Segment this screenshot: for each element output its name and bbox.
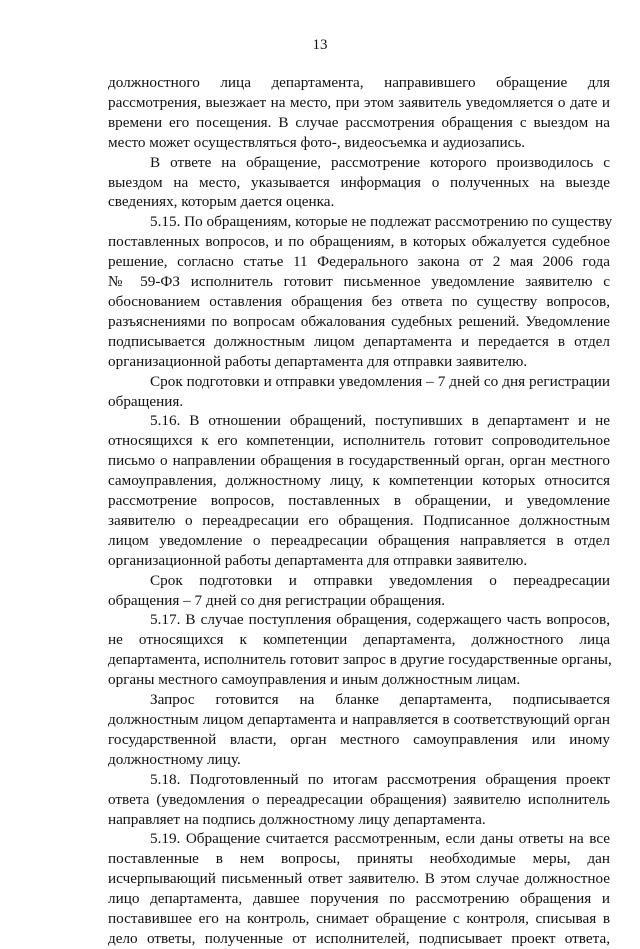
text-line: не относящихся к компетенции департамента, должностного лица — [108, 631, 610, 649]
text-line: обращения. — [108, 392, 184, 410]
text-line: должностного лица департамента, направившего обращение для — [108, 74, 610, 91]
text-line: государственной власти, орган местного самоуправления или иному — [108, 730, 610, 748]
paragraph — [108, 153, 610, 213]
paragraph — [108, 372, 610, 412]
text-line: дело ответы, полученные от исполнителей, подписывает проект ответа, — [108, 929, 610, 947]
text-line: исчерпывающий письменный ответ заявителю. В этом случае должностное — [108, 870, 610, 888]
text-line: рассмотрения, выезжает на место, при этом заявитель уведомляется о дате и — [108, 93, 610, 111]
text-line: место может осуществляться фото-, видеосъемка и аудиозапись. — [108, 133, 526, 151]
text-line: 5.17. В случае поступления обращения, содержащего часть вопросов, — [150, 611, 610, 629]
text-line: должностному лицу. — [108, 750, 241, 768]
text-line: В ответе на обращение, рассмотрение которого производилось с — [150, 153, 610, 171]
text-line: лицо департамента, давшее поручения по рассмотрению обращения и — [108, 890, 610, 908]
paragraph — [108, 610, 610, 690]
text-line: департамента, исполнитель готовит запрос в другие государственные органы, — [108, 651, 612, 669]
text-line: сведениях, которым дается оценка. — [108, 193, 335, 211]
text-line: 5.16. В отношении обращений, поступивших в департамент и не — [150, 412, 610, 430]
text-line: ответа (уведомления о переадресации обращения) заявителю исполнитель — [108, 790, 610, 808]
text-line: обоснованием оставления обращения без ответа по существу вопросов, — [108, 292, 610, 310]
text-line: обращения – 7 дней со дня регистрации обращения. — [108, 591, 446, 609]
text-line: выездом на место, указывается информация о полученных на выезде — [108, 173, 610, 191]
paragraph — [108, 411, 610, 570]
text-line: организационной работы департамента для отправки заявителю. — [108, 551, 528, 569]
text-line: разъяснениями по вопросам обжалования судебных решений. Уведомление — [108, 312, 610, 330]
text-line: письмо о направлении обращения в государственный орган, орган местного — [108, 452, 610, 470]
text-line: подписывается должностным лицом департамента и передается в отдел — [108, 332, 610, 350]
paragraph — [108, 690, 610, 770]
text-line: заявителю о переадресации его обращения. Подписанное должностным — [108, 511, 610, 529]
body-text — [108, 73, 613, 949]
text-line: должностным лицом департамента и направляется в соответствующий орган — [108, 711, 610, 728]
text-line: поставленных вопросов, и по обращениям, в которых обжалуется судебное — [108, 233, 610, 251]
text-line: рассмотрение вопросов, поставленных в обращении, и уведомление — [108, 492, 610, 510]
text-line: поставленные в нем вопросы, приняты необходимые меры, дан — [108, 850, 610, 868]
text-line: относящихся к его компетенции, исполнитель готовит сопроводительное — [108, 432, 610, 450]
text-line: поставившее его на контроль, снимает обращение с контроля, списывая в — [108, 910, 610, 928]
paragraph — [108, 770, 610, 830]
text-line: времени его посещения. В случае рассмотрения обращения с выездом на — [108, 113, 610, 131]
text-line: 5.15. По обращениям, которые не подлежат рассмотрению по существу — [150, 213, 613, 231]
text-line: органы местного самоуправления и иным должностным лицам. — [108, 671, 521, 689]
text-line: № 59-ФЗ исполнитель готовит письменное уведомление заявителю с — [108, 273, 610, 291]
text-line: Срок подготовки и отправки уведомления – 7 дней со дня регистрации — [150, 372, 610, 390]
paragraph — [108, 571, 610, 611]
text-line: направляет на подпись должностному лицу департамента. — [108, 810, 486, 828]
text-line: организационной работы департамента для отправки заявителю. — [108, 352, 528, 370]
text-line: 5.19. Обращение считается рассмотренным, если даны ответы на все — [150, 830, 610, 848]
paragraph — [108, 212, 613, 371]
text-line: самоуправления, должностному лицу, к компетенции которых относится — [108, 472, 610, 490]
text-line: 5.18. Подготовленный по итогам рассмотрения обращения проект — [150, 770, 610, 788]
text-line: Запрос готовится на бланке департамента, подписывается — [150, 691, 610, 709]
text-line: лицом уведомление о переадресации обращения направляется в отдел — [108, 531, 610, 549]
paragraph — [108, 829, 610, 948]
text-line: решение, согласно статье 11 Федерального закона от 2 мая 2006 года — [108, 253, 610, 271]
paragraph — [108, 73, 610, 153]
text-line: Срок подготовки и отправки уведомления о переадресации — [150, 571, 610, 589]
page-number: 13 — [312, 37, 328, 53]
